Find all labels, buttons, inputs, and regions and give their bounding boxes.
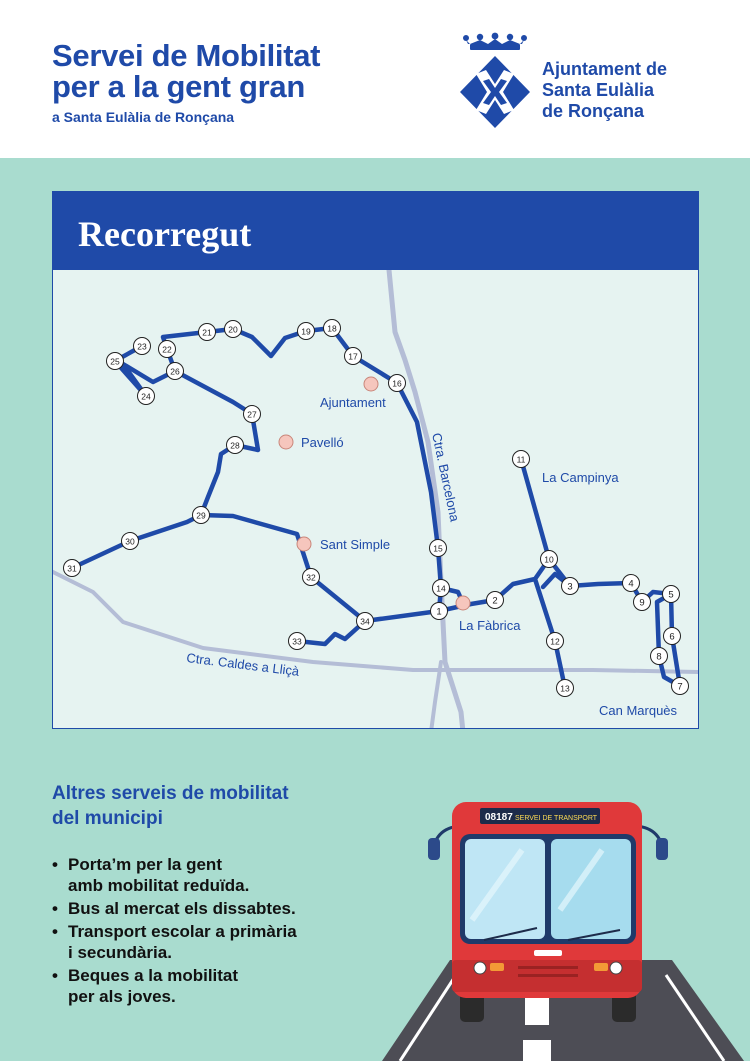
stop-number: 15 [433, 543, 443, 554]
stop-marker [541, 551, 558, 568]
municipality-line-3: de Ronçana [542, 101, 645, 121]
service-item [52, 898, 297, 919]
title-line-1: Servei de Mobilitat [52, 38, 321, 73]
stop-marker [623, 575, 640, 592]
bullet-icon: • [52, 899, 58, 918]
other-services-title-line-1: Altres serveis de mobilitat [52, 783, 289, 804]
municipality-name [542, 59, 667, 122]
stops-layer [64, 320, 689, 697]
municipality-line-2: Santa Eulàlia [542, 80, 655, 100]
stop-number: 16 [392, 378, 402, 389]
service-line-2: i secundària. [68, 943, 172, 962]
area-label-la-campinya: La Campinya [542, 470, 619, 485]
service-item [52, 965, 297, 1007]
service-item [52, 921, 297, 963]
stop-marker [433, 580, 450, 597]
place-label-sant-simple: Sant Simple [320, 537, 391, 552]
stop-number: 34 [360, 616, 370, 627]
place-dot [364, 377, 378, 391]
stop-marker [324, 320, 341, 337]
stop-marker [430, 540, 447, 557]
service-line-2: amb mobilitat reduïda. [68, 876, 250, 895]
place-label-ajuntament: Ajuntament [320, 395, 386, 410]
bullet-icon: • [52, 922, 58, 941]
stop-marker [431, 603, 448, 620]
stop-number: 29 [196, 510, 206, 521]
stop-number: 26 [170, 366, 180, 377]
municipal-coat-of-arms-icon [458, 32, 532, 130]
stop-number: 1 [436, 606, 442, 618]
other-services-title-line-2: del municipi [52, 808, 163, 829]
stop-marker [557, 680, 574, 697]
stop-marker [138, 388, 155, 405]
stop-marker [389, 375, 406, 392]
stop-marker [199, 324, 216, 341]
route-map [53, 270, 698, 728]
services-list [52, 854, 297, 1007]
bus-number: 08187 [485, 812, 513, 823]
bus-sign: SERVEI DE TRANSPORT [515, 815, 598, 822]
stop-number: 5 [668, 589, 674, 601]
stop-number: 12 [550, 636, 560, 647]
stop-marker [167, 363, 184, 380]
stop-marker [651, 648, 668, 665]
stop-number: 9 [639, 597, 645, 609]
stop-number: 25 [110, 356, 120, 367]
road-label-barcelona: Ctra. Barcelona [429, 431, 463, 523]
place-label-pavello: Pavelló [301, 435, 344, 450]
stop-marker [664, 628, 681, 645]
map-title: Recorregut [78, 214, 252, 254]
road-label-caldes-llica: Ctra. Caldes a Lliçà [185, 650, 301, 679]
stop-number: 3 [567, 581, 573, 593]
map-banner [53, 192, 698, 270]
stop-marker [64, 560, 81, 577]
bus-illustration [372, 790, 750, 1061]
municipality-line-1: Ajuntament de [542, 59, 668, 79]
stop-number: 17 [348, 351, 358, 362]
area-label-can-marques: Can Marquès [599, 703, 678, 718]
place-dot [279, 435, 293, 449]
service-line-1: Beques a la mobilitat [68, 966, 239, 985]
stop-number: 24 [141, 391, 151, 402]
route-map-card [52, 191, 699, 729]
stop-marker [122, 533, 139, 550]
roads-layer [53, 270, 698, 728]
stop-number: 32 [306, 572, 316, 583]
stop-number: 28 [230, 440, 240, 451]
stop-number: 20 [228, 324, 238, 335]
stop-number: 23 [137, 341, 147, 352]
stop-number: 2 [492, 595, 498, 607]
stop-number: 22 [162, 344, 172, 355]
stop-number: 6 [669, 631, 675, 643]
stop-number: 13 [560, 683, 570, 694]
bullet-icon: • [52, 966, 58, 985]
stop-marker [134, 338, 151, 355]
service-line-1: Porta’m per la gent [68, 855, 222, 874]
stop-marker [672, 678, 689, 695]
stop-marker [487, 592, 504, 609]
stop-number: 30 [125, 536, 135, 547]
stop-marker [547, 633, 564, 650]
service-line-1: Bus al mercat els dissabtes. [68, 899, 296, 918]
stop-marker [193, 507, 210, 524]
stop-number: 18 [327, 323, 337, 334]
stop-number: 4 [628, 578, 634, 590]
page-title [52, 40, 320, 102]
stop-marker [513, 451, 530, 468]
header [0, 0, 750, 158]
stop-number: 7 [677, 681, 683, 693]
stop-number: 14 [436, 583, 446, 594]
service-item [52, 854, 297, 896]
stop-number: 21 [202, 327, 212, 338]
stop-marker [298, 323, 315, 340]
place-label-la-fabrica: La Fàbrica [459, 618, 521, 633]
stop-number: 33 [292, 636, 302, 647]
stop-marker [107, 353, 124, 370]
place-dot [297, 537, 311, 551]
road-caldes-llica [53, 572, 698, 672]
other-services-title [52, 781, 289, 831]
stop-marker [159, 341, 176, 358]
stop-marker [289, 633, 306, 650]
stop-marker [303, 569, 320, 586]
stop-marker [227, 437, 244, 454]
stop-marker [345, 348, 362, 365]
stop-marker [562, 578, 579, 595]
place-dot [456, 596, 470, 610]
stop-number: 31 [67, 563, 77, 574]
service-line-1: Transport escolar a primària [68, 922, 297, 941]
stop-marker [244, 406, 261, 423]
stop-number: 10 [544, 554, 554, 565]
service-line-2: per als joves. [68, 987, 176, 1006]
bullet-icon: • [52, 855, 58, 874]
stop-number: 8 [656, 651, 662, 663]
stop-number: 11 [516, 454, 526, 465]
stop-marker [663, 586, 680, 603]
stop-marker [225, 321, 242, 338]
page-subtitle: a Santa Eulàlia de Ronçana [52, 109, 235, 125]
title-line-2: per a la gent gran [52, 69, 305, 104]
stop-number: 27 [247, 409, 257, 420]
stop-number: 19 [301, 326, 311, 337]
stop-marker [357, 613, 374, 630]
stop-marker [634, 594, 651, 611]
